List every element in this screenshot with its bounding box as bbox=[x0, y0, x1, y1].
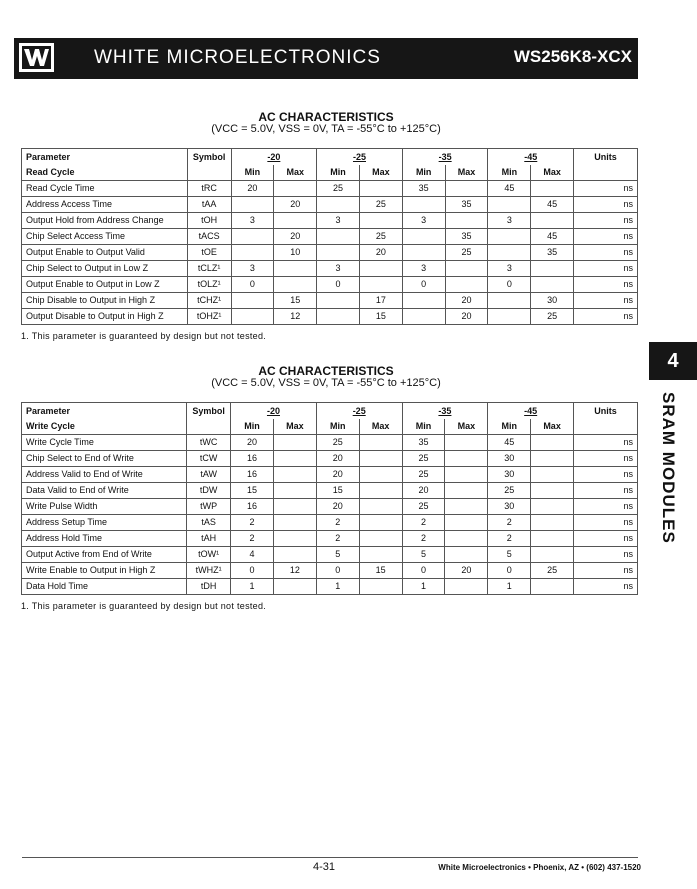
min-value-cell: 2 bbox=[488, 530, 531, 546]
table-row bbox=[22, 260, 638, 276]
min-value-cell bbox=[317, 308, 360, 324]
max-value-cell bbox=[359, 578, 402, 594]
unit-cell: ns bbox=[574, 228, 638, 244]
max-value-cell bbox=[531, 434, 574, 450]
min-header: Min bbox=[317, 165, 360, 181]
max-value-cell bbox=[273, 434, 316, 450]
max-value-cell bbox=[359, 466, 402, 482]
min-value-cell bbox=[231, 292, 274, 308]
min-value-cell: 45 bbox=[488, 180, 531, 196]
max-value-cell bbox=[445, 578, 488, 594]
symbol-cell: tAW bbox=[187, 466, 231, 482]
max-value-cell: 12 bbox=[273, 562, 316, 578]
min-value-cell bbox=[402, 244, 445, 260]
unit-cell: ns bbox=[574, 498, 638, 514]
speed-header: -35 bbox=[402, 403, 488, 419]
max-value-cell bbox=[445, 530, 488, 546]
speed-header: -45 bbox=[488, 403, 574, 419]
parameter-cell: Address Access Time bbox=[22, 196, 188, 212]
unit-cell: ns bbox=[574, 244, 638, 260]
max-value-cell: 20 bbox=[445, 308, 488, 324]
parameter-cell: Address Setup Time bbox=[22, 514, 187, 530]
max-value-cell: 20 bbox=[274, 228, 317, 244]
min-value-cell: 3 bbox=[231, 212, 274, 228]
min-value-cell: 16 bbox=[231, 450, 274, 466]
min-value-cell: 3 bbox=[317, 212, 360, 228]
table-row bbox=[22, 212, 638, 228]
min-value-cell: 25 bbox=[317, 180, 360, 196]
max-header: Max bbox=[445, 165, 488, 181]
parameter-header: Parameter bbox=[22, 149, 188, 165]
min-value-cell: 3 bbox=[488, 212, 531, 228]
max-value-cell bbox=[273, 578, 316, 594]
symbol-cell: tOW¹ bbox=[187, 546, 231, 562]
min-value-cell: 3 bbox=[231, 260, 274, 276]
min-value-cell: 30 bbox=[488, 450, 531, 466]
symbol-cell: tAH bbox=[187, 530, 231, 546]
min-value-cell: 16 bbox=[231, 498, 274, 514]
symbol-cell: tRC bbox=[187, 180, 231, 196]
max-value-cell bbox=[359, 498, 402, 514]
min-value-cell: 2 bbox=[231, 530, 274, 546]
symbol-cell: tOE bbox=[187, 244, 231, 260]
units-blank bbox=[574, 419, 638, 435]
parameter-cell: Chip Disable to Output in High Z bbox=[22, 292, 188, 308]
symbol-header: Symbol bbox=[187, 403, 231, 419]
table-row bbox=[22, 514, 638, 530]
min-value-cell: 25 bbox=[402, 498, 445, 514]
table-row bbox=[22, 244, 638, 260]
min-value-cell: 3 bbox=[488, 260, 531, 276]
symbol-cell: tOLZ¹ bbox=[187, 276, 231, 292]
min-value-cell: 20 bbox=[402, 482, 445, 498]
parameter-cell: Write Enable to Output in High Z bbox=[22, 562, 187, 578]
max-value-cell bbox=[274, 260, 317, 276]
symbol-cell: tWHZ¹ bbox=[187, 562, 231, 578]
symbol-cell: tCW bbox=[187, 450, 231, 466]
read-footnote: 1. This parameter is guaranteed by design but not tested. bbox=[21, 331, 267, 341]
header-bar bbox=[14, 38, 638, 79]
min-value-cell bbox=[402, 308, 445, 324]
unit-cell: ns bbox=[574, 260, 638, 276]
min-header: Min bbox=[316, 419, 359, 435]
min-value-cell: 20 bbox=[316, 450, 359, 466]
min-value-cell: 3 bbox=[402, 212, 445, 228]
write-footnote: 1. This parameter is guaranteed by design but not tested. bbox=[21, 601, 267, 611]
max-value-cell bbox=[531, 450, 574, 466]
min-value-cell: 45 bbox=[488, 434, 531, 450]
max-value-cell bbox=[445, 514, 488, 530]
max-value-cell: 15 bbox=[359, 562, 402, 578]
max-value-cell: 25 bbox=[531, 308, 574, 324]
min-value-cell: 3 bbox=[317, 260, 360, 276]
max-value-cell bbox=[445, 546, 488, 562]
min-value-cell bbox=[317, 196, 360, 212]
min-value-cell: 0 bbox=[488, 562, 531, 578]
max-value-cell bbox=[445, 260, 488, 276]
parameter-cell: Chip Select to End of Write bbox=[22, 450, 187, 466]
min-value-cell: 0 bbox=[231, 276, 274, 292]
unit-cell: ns bbox=[574, 578, 638, 594]
min-value-cell: 15 bbox=[231, 482, 274, 498]
max-value-cell bbox=[531, 276, 574, 292]
min-value-cell bbox=[317, 228, 360, 244]
max-value-cell bbox=[531, 180, 574, 196]
min-value-cell: 0 bbox=[488, 276, 531, 292]
table-row bbox=[22, 180, 638, 196]
max-value-cell: 12 bbox=[274, 308, 317, 324]
max-value-cell bbox=[274, 276, 317, 292]
min-value-cell bbox=[317, 244, 360, 260]
unit-cell: ns bbox=[574, 308, 638, 324]
unit-cell: ns bbox=[574, 546, 638, 562]
parameter-cell: Output Enable to Output Valid bbox=[22, 244, 188, 260]
min-value-cell: 20 bbox=[316, 466, 359, 482]
parameter-header: Parameter bbox=[22, 403, 187, 419]
units-header: Units bbox=[574, 403, 638, 419]
unit-cell: ns bbox=[574, 450, 638, 466]
max-value-cell: 25 bbox=[445, 244, 488, 260]
page-number: 4-31 bbox=[313, 861, 336, 873]
parameter-cell: Output Disable to Output in High Z bbox=[22, 308, 188, 324]
min-value-cell: 35 bbox=[402, 434, 445, 450]
group-label: Read Cycle bbox=[22, 165, 188, 181]
min-value-cell: 2 bbox=[402, 514, 445, 530]
max-value-cell bbox=[359, 546, 402, 562]
write-section-title: AC CHARACTERISTICS bbox=[258, 364, 394, 378]
symbol-blank bbox=[187, 419, 231, 435]
unit-cell: ns bbox=[574, 466, 638, 482]
parameter-cell: Chip Select to Output in Low Z bbox=[22, 260, 188, 276]
min-header: Min bbox=[402, 419, 445, 435]
min-header: Min bbox=[488, 165, 531, 181]
max-value-cell bbox=[273, 498, 316, 514]
min-value-cell bbox=[231, 244, 274, 260]
min-value-cell: 25 bbox=[402, 466, 445, 482]
min-value-cell: 0 bbox=[316, 562, 359, 578]
min-value-cell bbox=[317, 292, 360, 308]
unit-cell: ns bbox=[574, 514, 638, 530]
write-cycle-table bbox=[21, 402, 638, 595]
unit-cell: ns bbox=[574, 482, 638, 498]
parameter-cell: Write Pulse Width bbox=[22, 498, 187, 514]
max-value-cell bbox=[273, 546, 316, 562]
min-value-cell: 20 bbox=[231, 434, 274, 450]
max-value-cell bbox=[359, 276, 402, 292]
min-value-cell bbox=[488, 228, 531, 244]
min-value-cell: 2 bbox=[488, 514, 531, 530]
max-value-cell bbox=[445, 180, 488, 196]
table-subheader-row bbox=[22, 419, 638, 435]
table-row bbox=[22, 196, 638, 212]
max-value-cell bbox=[531, 530, 574, 546]
footer-contact: White Microelectronics • Phoenix, AZ • (602) 437-1520 bbox=[438, 863, 641, 872]
parameter-cell: Read Cycle Time bbox=[22, 180, 188, 196]
max-header: Max bbox=[359, 165, 402, 181]
table-row bbox=[22, 546, 638, 562]
max-header: Max bbox=[531, 419, 574, 435]
unit-cell: ns bbox=[574, 276, 638, 292]
min-value-cell: 1 bbox=[402, 578, 445, 594]
max-value-cell bbox=[445, 498, 488, 514]
max-header: Max bbox=[274, 165, 317, 181]
read-section-title: AC CHARACTERISTICS bbox=[258, 110, 394, 124]
symbol-header: Symbol bbox=[187, 149, 231, 165]
max-header: Max bbox=[531, 165, 574, 181]
max-header: Max bbox=[273, 419, 316, 435]
min-value-cell: 30 bbox=[488, 498, 531, 514]
max-header: Max bbox=[359, 419, 402, 435]
table-header-row bbox=[22, 149, 638, 165]
max-value-cell: 45 bbox=[531, 228, 574, 244]
max-value-cell bbox=[273, 530, 316, 546]
min-value-cell: 0 bbox=[317, 276, 360, 292]
parameter-cell: Data Valid to End of Write bbox=[22, 482, 187, 498]
unit-cell: ns bbox=[574, 180, 638, 196]
max-value-cell: 20 bbox=[445, 292, 488, 308]
parameter-cell: Chip Select Access Time bbox=[22, 228, 188, 244]
min-value-cell bbox=[231, 308, 274, 324]
units-blank bbox=[574, 165, 638, 181]
max-value-cell bbox=[531, 260, 574, 276]
speed-header: -20 bbox=[231, 403, 317, 419]
symbol-cell: tAS bbox=[187, 514, 231, 530]
parameter-cell: Write Cycle Time bbox=[22, 434, 187, 450]
parameter-cell: Output Hold from Address Change bbox=[22, 212, 188, 228]
group-label: Write Cycle bbox=[22, 419, 187, 435]
min-value-cell: 2 bbox=[316, 514, 359, 530]
min-value-cell bbox=[402, 196, 445, 212]
min-value-cell: 25 bbox=[488, 482, 531, 498]
min-value-cell: 4 bbox=[231, 546, 274, 562]
speed-header: -20 bbox=[231, 149, 317, 165]
unit-cell: ns bbox=[574, 562, 638, 578]
min-value-cell: 16 bbox=[231, 466, 274, 482]
max-value-cell bbox=[445, 276, 488, 292]
max-value-cell: 25 bbox=[359, 196, 402, 212]
speed-header: -25 bbox=[317, 149, 403, 165]
parameter-cell: Output Enable to Output in Low Z bbox=[22, 276, 188, 292]
max-value-cell bbox=[273, 466, 316, 482]
min-value-cell: 2 bbox=[231, 514, 274, 530]
max-value-cell bbox=[359, 260, 402, 276]
max-value-cell bbox=[274, 180, 317, 196]
table-row bbox=[22, 434, 638, 450]
read-cycle-table bbox=[21, 148, 638, 325]
min-value-cell: 3 bbox=[402, 260, 445, 276]
table-row bbox=[22, 466, 638, 482]
max-value-cell: 20 bbox=[359, 244, 402, 260]
table-row bbox=[22, 292, 638, 308]
symbol-blank bbox=[187, 165, 231, 181]
speed-header: -25 bbox=[316, 403, 402, 419]
symbol-cell: tAA bbox=[187, 196, 231, 212]
unit-cell: ns bbox=[574, 434, 638, 450]
max-value-cell: 20 bbox=[445, 562, 488, 578]
max-value-cell bbox=[531, 578, 574, 594]
min-value-cell bbox=[402, 228, 445, 244]
min-value-cell: 0 bbox=[402, 562, 445, 578]
table-row bbox=[22, 276, 638, 292]
min-header: Min bbox=[231, 419, 274, 435]
min-value-cell bbox=[488, 196, 531, 212]
min-value-cell: 25 bbox=[316, 434, 359, 450]
max-header: Max bbox=[445, 419, 488, 435]
min-value-cell bbox=[488, 244, 531, 260]
max-value-cell bbox=[531, 498, 574, 514]
min-value-cell bbox=[402, 292, 445, 308]
max-value-cell bbox=[359, 482, 402, 498]
max-value-cell: 20 bbox=[274, 196, 317, 212]
max-value-cell bbox=[531, 212, 574, 228]
unit-cell: ns bbox=[574, 292, 638, 308]
max-value-cell: 45 bbox=[531, 196, 574, 212]
parameter-cell: Address Hold Time bbox=[22, 530, 187, 546]
max-value-cell bbox=[445, 450, 488, 466]
min-value-cell: 5 bbox=[402, 546, 445, 562]
max-value-cell bbox=[273, 450, 316, 466]
min-value-cell: 1 bbox=[488, 578, 531, 594]
section-side-label: SRAM MODULES bbox=[659, 392, 678, 544]
symbol-cell: tDW bbox=[187, 482, 231, 498]
max-value-cell bbox=[445, 482, 488, 498]
max-value-cell: 15 bbox=[274, 292, 317, 308]
max-value-cell bbox=[531, 482, 574, 498]
section-tab-number: 4 bbox=[649, 342, 697, 380]
table-row bbox=[22, 498, 638, 514]
table-row bbox=[22, 530, 638, 546]
min-value-cell: 30 bbox=[488, 466, 531, 482]
symbol-cell: tOH bbox=[187, 212, 231, 228]
max-value-cell bbox=[531, 546, 574, 562]
min-value-cell: 5 bbox=[488, 546, 531, 562]
max-value-cell bbox=[273, 514, 316, 530]
max-value-cell: 30 bbox=[531, 292, 574, 308]
min-value-cell: 1 bbox=[316, 578, 359, 594]
symbol-cell: tACS bbox=[187, 228, 231, 244]
read-section-conditions: (VCC = 5.0V, VSS = 0V, TA = -55°C to +125°C) bbox=[211, 123, 441, 135]
min-value-cell: 2 bbox=[402, 530, 445, 546]
max-value-cell bbox=[359, 530, 402, 546]
parameter-cell: Output Active from End of Write bbox=[22, 546, 187, 562]
units-header: Units bbox=[574, 149, 638, 165]
min-header: Min bbox=[231, 165, 274, 181]
min-value-cell bbox=[231, 228, 274, 244]
table-header-row bbox=[22, 403, 638, 419]
company-logo bbox=[19, 43, 54, 72]
max-value-cell bbox=[445, 466, 488, 482]
max-value-cell bbox=[359, 212, 402, 228]
symbol-cell: tCHZ¹ bbox=[187, 292, 231, 308]
max-value-cell bbox=[273, 482, 316, 498]
speed-header: -45 bbox=[488, 149, 574, 165]
max-value-cell bbox=[274, 212, 317, 228]
symbol-cell: tDH bbox=[187, 578, 231, 594]
min-value-cell bbox=[231, 196, 274, 212]
part-number: WS256K8-XCX bbox=[513, 47, 632, 66]
write-section-conditions: (VCC = 5.0V, VSS = 0V, TA = -55°C to +125°C) bbox=[211, 377, 441, 389]
max-value-cell bbox=[359, 514, 402, 530]
speed-header: -35 bbox=[402, 149, 488, 165]
max-value-cell: 25 bbox=[531, 562, 574, 578]
min-value-cell bbox=[488, 292, 531, 308]
max-value-cell bbox=[445, 434, 488, 450]
symbol-cell: tCLZ¹ bbox=[187, 260, 231, 276]
max-value-cell bbox=[359, 180, 402, 196]
min-value-cell: 20 bbox=[231, 180, 274, 196]
footer-divider bbox=[22, 857, 638, 858]
max-value-cell: 35 bbox=[445, 196, 488, 212]
max-value-cell: 15 bbox=[359, 308, 402, 324]
max-value-cell: 25 bbox=[359, 228, 402, 244]
min-header: Min bbox=[488, 419, 531, 435]
table-row bbox=[22, 308, 638, 324]
max-value-cell bbox=[359, 434, 402, 450]
min-value-cell: 20 bbox=[316, 498, 359, 514]
parameter-cell: Data Hold Time bbox=[22, 578, 187, 594]
min-value-cell bbox=[488, 308, 531, 324]
min-value-cell: 2 bbox=[316, 530, 359, 546]
unit-cell: ns bbox=[574, 196, 638, 212]
parameter-cell: Address Valid to End of Write bbox=[22, 466, 187, 482]
max-value-cell bbox=[359, 450, 402, 466]
max-value-cell bbox=[531, 466, 574, 482]
unit-cell: ns bbox=[574, 212, 638, 228]
table-row bbox=[22, 578, 638, 594]
table-row bbox=[22, 562, 638, 578]
max-value-cell: 35 bbox=[531, 244, 574, 260]
min-value-cell: 0 bbox=[402, 276, 445, 292]
table-row bbox=[22, 228, 638, 244]
min-value-cell: 15 bbox=[316, 482, 359, 498]
min-value-cell: 5 bbox=[316, 546, 359, 562]
max-value-cell: 10 bbox=[274, 244, 317, 260]
min-value-cell: 25 bbox=[402, 450, 445, 466]
min-value-cell: 35 bbox=[402, 180, 445, 196]
symbol-cell: tWP bbox=[187, 498, 231, 514]
symbol-cell: tOHZ¹ bbox=[187, 308, 231, 324]
max-value-cell: 35 bbox=[445, 228, 488, 244]
min-value-cell: 0 bbox=[231, 562, 274, 578]
table-row bbox=[22, 482, 638, 498]
symbol-cell: tWC bbox=[187, 434, 231, 450]
company-name: WHITE MICROELECTRONICS bbox=[94, 47, 381, 68]
max-value-cell bbox=[531, 514, 574, 530]
w-logo-icon bbox=[22, 46, 51, 69]
min-value-cell: 1 bbox=[231, 578, 274, 594]
unit-cell: ns bbox=[574, 530, 638, 546]
max-value-cell: 17 bbox=[359, 292, 402, 308]
table-row bbox=[22, 450, 638, 466]
min-header: Min bbox=[402, 165, 445, 181]
max-value-cell bbox=[445, 212, 488, 228]
table-subheader-row bbox=[22, 165, 638, 181]
